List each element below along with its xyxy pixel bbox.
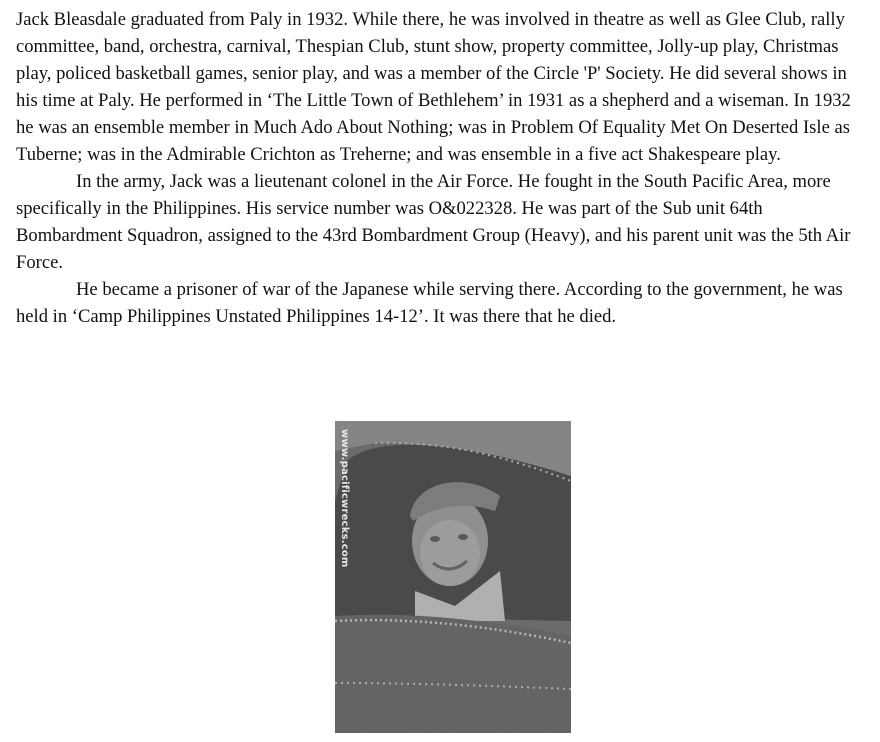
watermark-text: www.pacificwrecks.com: [339, 429, 350, 568]
paragraph-theatre: Jack Bleasdale graduated from Paly in 1932. While there, he was involved in theatre as well as Glee Club, rally committee, band, orchestra, carnival, Thespian Club, stunt show, property committee, Jolly-up play, Christmas play, policed basketball games, senior play, and was a member of the Circle 'P' Society. He did several shows in his time at Paly. He performed in ‘The Little Town of Bethlehem’ in 1931 as a shepherd and a wiseman. In 1932 he was an ensemble member in Much Ado About Nothing; was in Problem Of Equality Met On Deserted Isle as Tuberne; was in the Admirable Crichton as Treherne; and was ensemble in a five act Shakespeare play.: [16, 9, 851, 165]
document-body: [16, 6, 872, 330]
paragraph-pow: He became a prisoner of war of the Japanese while serving there. According to the government, he was held in ‘Camp Philippines Unstated Philippines 14-12’. It was there that he died.: [16, 279, 843, 327]
portrait-photo: [335, 421, 571, 733]
portrait-image: [335, 421, 571, 733]
paragraph-army: In the army, Jack was a lieutenant colonel in the Air Force. He fought in the South Pacific Area, more specifically in the Philippines. His service number was O&022328. He was part of the Sub unit 64th Bombardment Squadron, assigned to the 43rd Bombardment Group (Heavy), and his parent unit was the 5th Air Force.: [16, 171, 851, 273]
